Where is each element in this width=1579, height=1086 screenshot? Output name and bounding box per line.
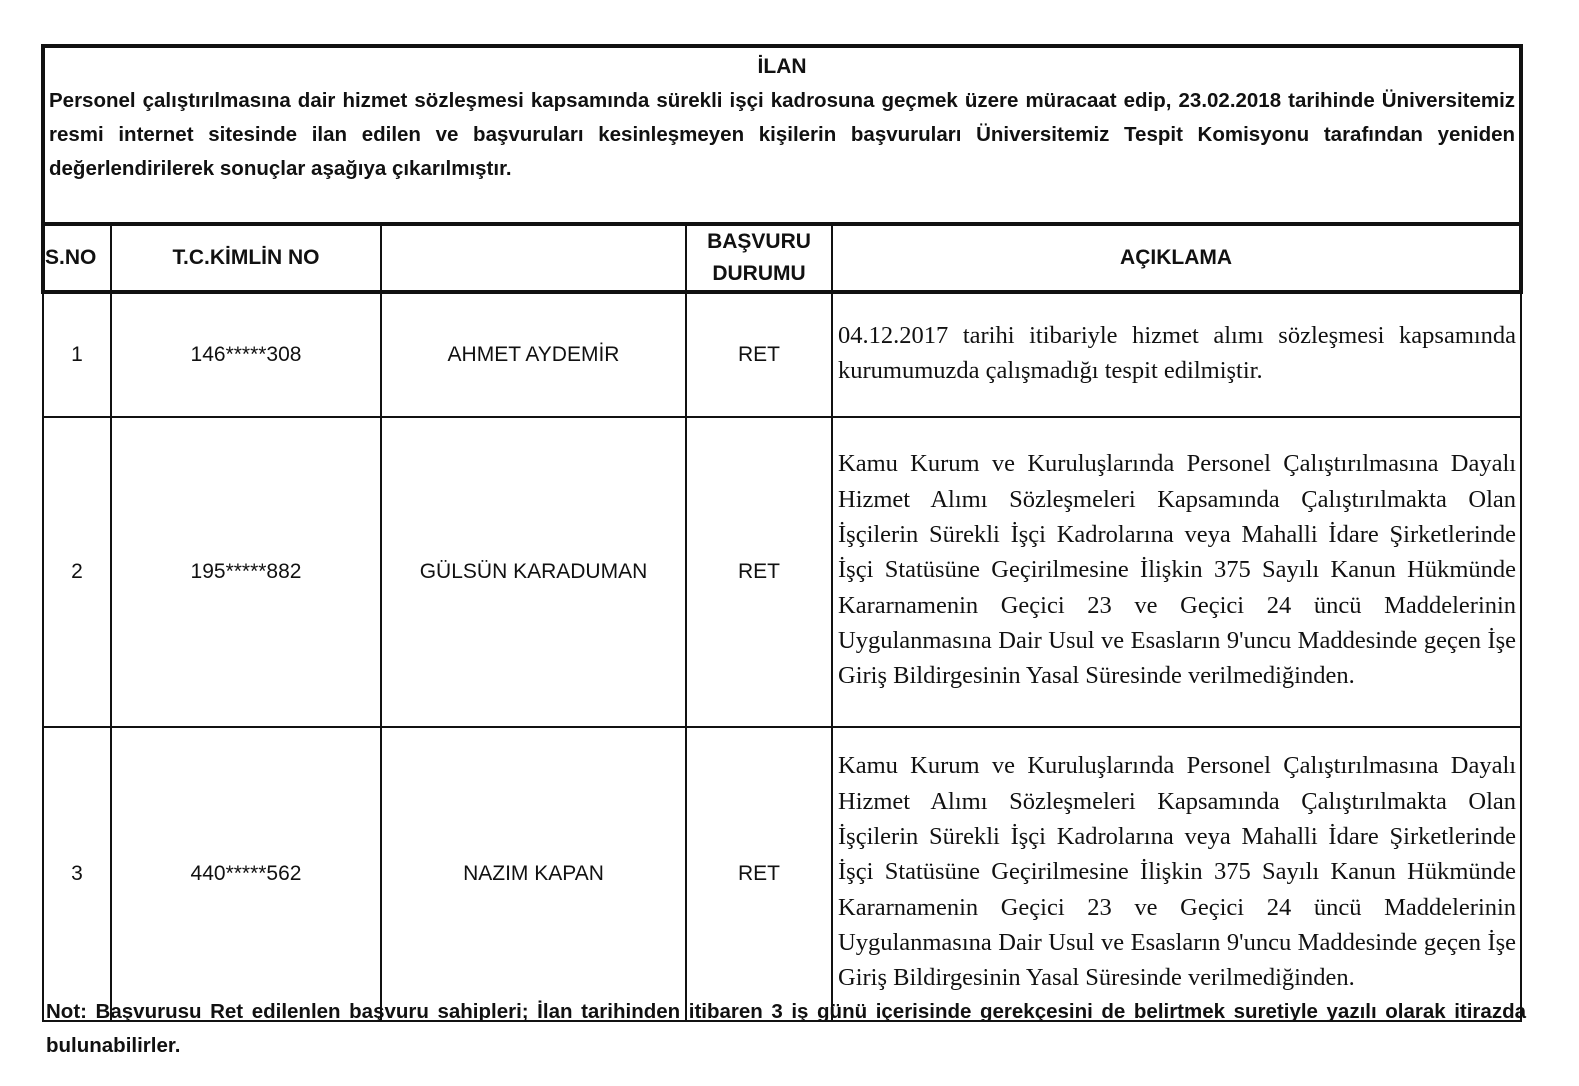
cell-name: AHMET AYDEMİR — [381, 292, 686, 417]
results-table — [41, 44, 1523, 1022]
cell-description: Kamu Kurum ve Kuruluşlarında Personel Çalıştırılmasına Dayalı Hizmet Alımı Sözleşmeleri Kapsamında Çalıştırılmakta Olan İşçilerin Sürekli İşçi Kadrolarına veya Mahalli İdare Şirketlerinde İşçi Statüsüne Geçirilmesine İlişkin 375 Sayılı Kanun Hükmünde Kararnamenin Geçici 23 ve Geçici 24 üncü Maddelerinin Uygulanmasına Dair Usul ve Esasların 9'uncu Maddesinde geçen İşe Giriş Bildirgesinin Yasal Süresinde verilmediğinden. — [832, 727, 1521, 1021]
header-sno: S.NO — [43, 224, 111, 292]
footnote: Not: Başvurusu Ret edilenlen başvuru sahipleri; İlan tarihinden itibaren 3 iş günü içerisinde gerekçesini de belirtmek suretiyle yazılı olarak itirazda bulunabilirler. — [46, 1000, 1526, 1057]
cell-status: RET — [686, 417, 832, 727]
announcement-title: İLAN — [757, 55, 807, 78]
cell-name: GÜLSÜN KARADUMAN — [381, 417, 686, 727]
table-row — [43, 417, 1521, 727]
table-header-row — [43, 224, 1521, 292]
cell-status: RET — [686, 292, 832, 417]
cell-tc-no: 195*****882 — [111, 417, 381, 727]
header-application-status: BAŞVURU DURUMU — [686, 224, 832, 292]
cell-sno: 1 — [43, 292, 111, 417]
cell-tc-no: 146*****308 — [111, 292, 381, 417]
announcement-box — [43, 46, 1521, 224]
cell-sno: 3 — [43, 727, 111, 1021]
header-description: AÇIKLAMA — [832, 224, 1521, 292]
cell-name: NAZIM KAPAN — [381, 727, 686, 1021]
announcement-text: Personel çalıştırılmasına dair hizmet sözleşmesi kapsamında sürekli işçi kadrosuna geçmek üzere müracaat edip, 23.02.2018 tarihinde Üniversitemiz resmi internet sitesinde ilan edilen ve başvuruları kesinleşmeyen kişilerin başvuruları Üniversitemiz Tespit Komisyonu tarafından yeniden değerlendirilerek sonuçlar aşağıya çıkarılmıştır. — [49, 89, 1516, 180]
header-tc-no: T.C.KİMLİN NO — [111, 224, 381, 292]
cell-status: RET — [686, 727, 832, 1021]
cell-sno: 2 — [43, 417, 111, 727]
cell-tc-no: 440*****562 — [111, 727, 381, 1021]
table-row — [43, 727, 1521, 1021]
header-name — [381, 224, 686, 292]
document-page — [41, 44, 1519, 1022]
cell-description: 04.12.2017 tarihi itibariyle hizmet alımı sözleşmesi kapsamında kurumumuzda çalışmadığı tespit edilmiştir. — [832, 292, 1521, 417]
cell-description: Kamu Kurum ve Kuruluşlarında Personel Çalıştırılmasına Dayalı Hizmet Alımı Sözleşmeleri Kapsamında Çalıştırılmakta Olan İşçilerin Sürekli İşçi Kadrolarına veya Mahalli İdare Şirketlerinde İşçi Statüsüne Geçirilmesine İlişkin 375 Sayılı Kanun Hükmünde Kararnamenin Geçici 23 ve Geçici 24 üncü Maddelerinin Uygulanmasına Dair Usul ve Esasların 9'uncu Maddesinde geçen İşe Giriş Bildirgesinin Yasal Süresinde verilmediğinden. — [832, 417, 1521, 727]
table-row — [43, 292, 1521, 417]
